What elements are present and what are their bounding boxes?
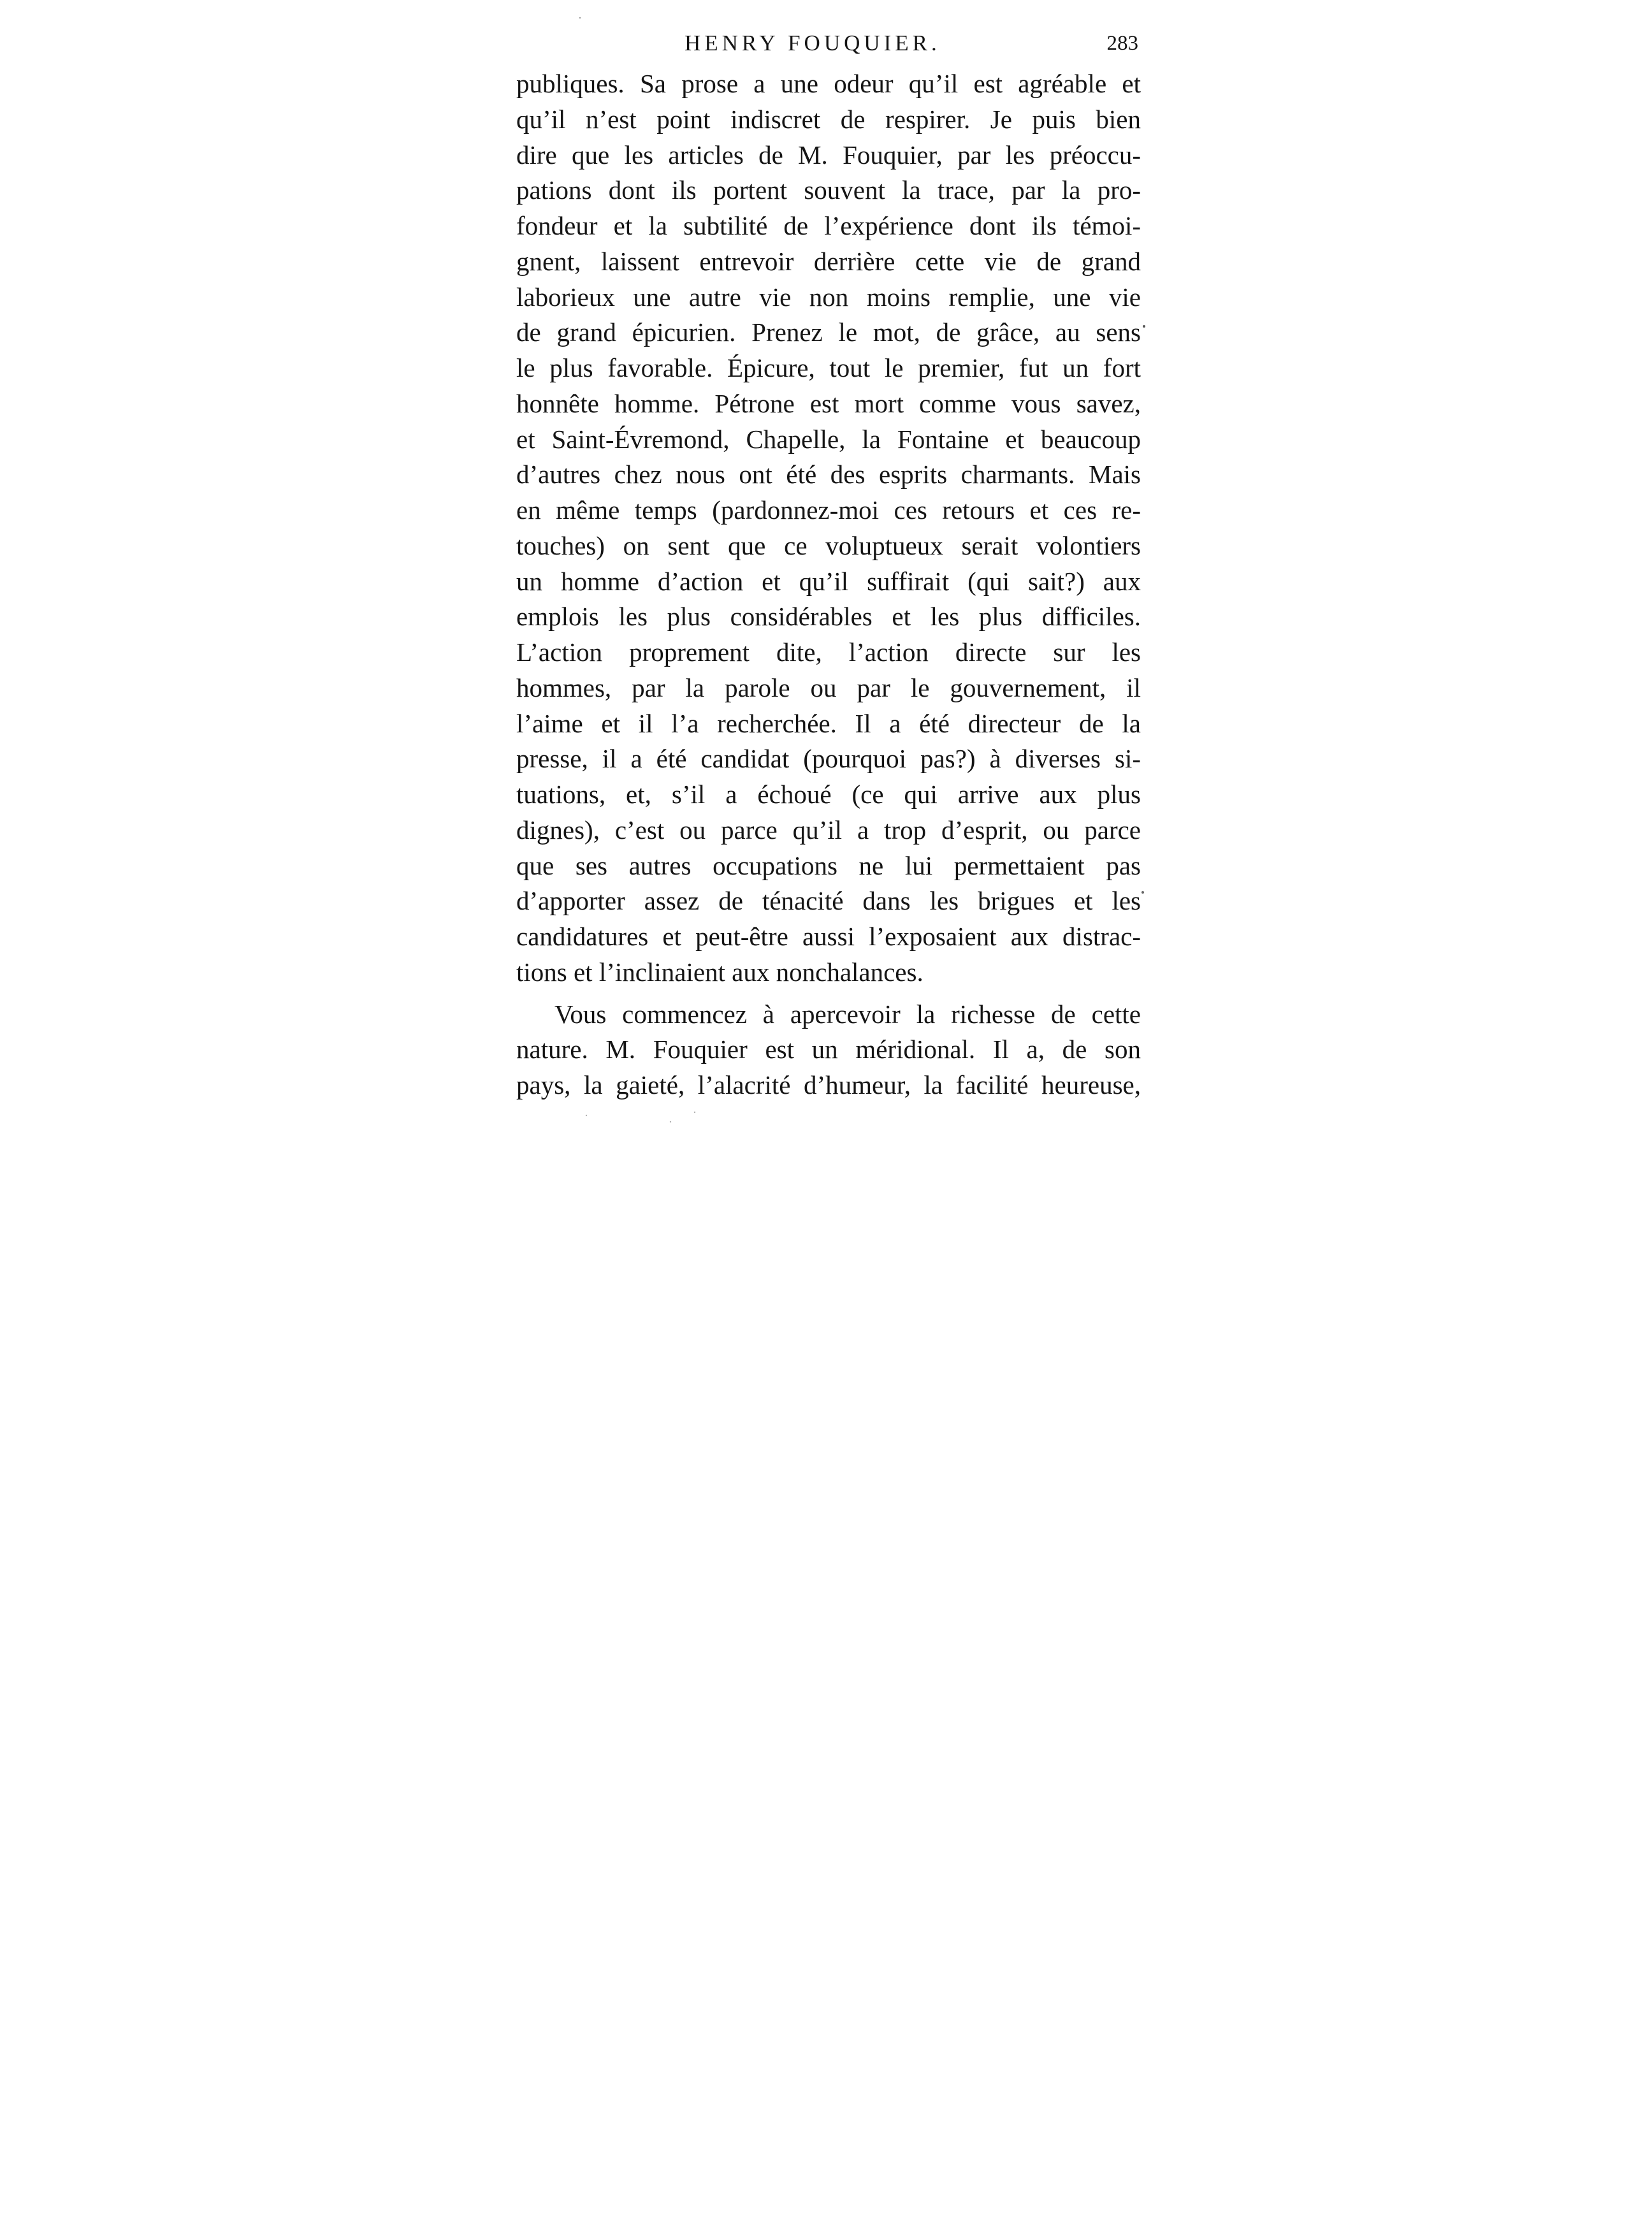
text-line: nature. M. Fouquier est un méridional. Il a, de son bbox=[516, 1035, 1141, 1064]
text-line: l’aime et il l’a recherchée. Il a été directeur de la bbox=[516, 708, 1141, 738]
text-line: pations dont ils portent souvent la trace, par la pro- bbox=[516, 175, 1141, 205]
text-line: qu’il n’est point indiscret de respirer. Je puis bien bbox=[516, 104, 1141, 134]
text-line: hommes, par la parole ou par le gouvernement, il bbox=[516, 672, 1141, 702]
text-line: d’autres chez nous ont été des esprits charmants. Mais bbox=[516, 460, 1141, 490]
text-line: tuations, et, s’il a échoué (ce qui arrive aux plus bbox=[516, 780, 1141, 809]
scan-speck bbox=[579, 17, 581, 18]
text-line: et Saint-Évremond, Chapelle, la Fontaine et beaucoup bbox=[516, 424, 1141, 454]
text-line: gnent, laissent entrevoir derrière cette vie de grand bbox=[516, 246, 1141, 276]
text-line: presse, il a été candidat (pourquoi pas?) à diverses si- bbox=[516, 744, 1141, 774]
text-line: honnête homme. Pétrone est mort comme vous savez, bbox=[516, 388, 1141, 418]
text-line: candidatures et peut-être aussi l’exposaient aux distrac- bbox=[516, 922, 1141, 951]
text-line: Vous commencez à apercevoir la richesse de cette bbox=[554, 999, 1141, 1029]
text-line: pays, la gaieté, l’alacrité d’humeur, la facilité heureuse, bbox=[516, 1070, 1141, 1100]
text-line: laborieux une autre vie non moins remplie, une vie bbox=[516, 282, 1141, 312]
paragraph-1 bbox=[516, 66, 1141, 991]
text-line: d’apporter assez de ténacité dans les brigues et les bbox=[516, 886, 1141, 916]
text-line: de grand épicurien. Prenez le mot, de grâce, au sens bbox=[516, 317, 1141, 347]
text-line: un homme d’action et qu’il suffirait (qui sait?) aux bbox=[516, 566, 1141, 596]
text-line: tions et l’inclinaient aux nonchalances. bbox=[516, 957, 924, 987]
text-line: L’action proprement dite, l’action directe sur les bbox=[516, 637, 1141, 667]
text-line: fondeur et la subtilité de l’expérience dont ils témoi- bbox=[516, 211, 1141, 240]
running-title: HENRY FOUQUIER. bbox=[685, 31, 941, 55]
text-line: dire que les articles de M. Fouquier, par les préoccu- bbox=[516, 140, 1141, 170]
text-line: le plus favorable. Épicure, tout le premier, fut un fort bbox=[516, 353, 1141, 382]
running-head bbox=[516, 28, 1138, 66]
text-line: touches) on sent que ce voluptueux serait volontiers bbox=[516, 530, 1141, 560]
scan-speck bbox=[1141, 891, 1144, 894]
paragraph-2 bbox=[516, 997, 1141, 1103]
text-line: emplois les plus considérables et les plus difficiles. bbox=[516, 602, 1141, 632]
body-text bbox=[516, 66, 1141, 1103]
scan-speck bbox=[586, 1115, 587, 1116]
paragraph-gap bbox=[516, 991, 1141, 997]
scan-speck bbox=[1143, 325, 1145, 328]
text-line: en même temps (pardonnez-moi ces retours et ces re- bbox=[516, 495, 1141, 525]
page-number: 283 bbox=[1106, 32, 1138, 55]
scan-speck bbox=[694, 1112, 695, 1113]
text-line: publiques. Sa prose a une odeur qu’il est agréable et bbox=[516, 69, 1141, 98]
scan-speck bbox=[670, 1121, 671, 1122]
text-line: que ses autres occupations ne lui permettaient pas bbox=[516, 850, 1141, 880]
text-line: dignes), c’est ou parce qu’il a trop d’esprit, ou parce bbox=[516, 815, 1141, 845]
